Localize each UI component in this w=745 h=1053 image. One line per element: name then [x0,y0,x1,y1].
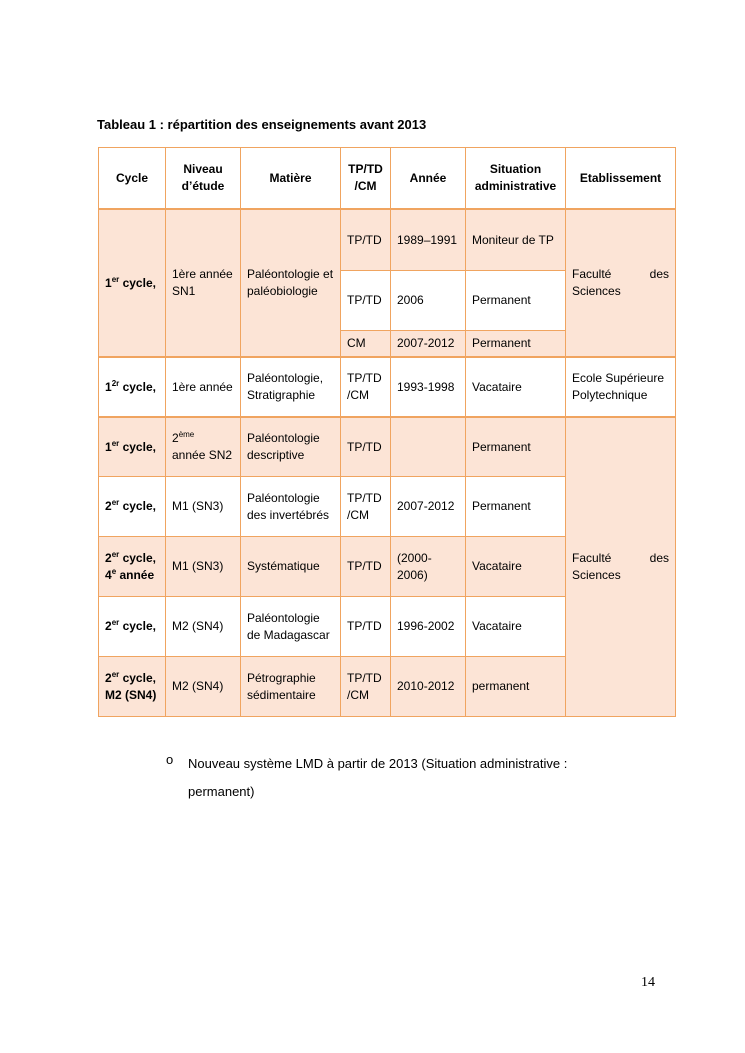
cell-cycle: 2er cycle, 4e année [99,537,166,597]
cell-cycle: 2er cycle, [99,477,166,537]
cell-tptd: TP/TD [341,209,391,271]
table-row [99,209,676,271]
cell-matiere: Paléontologie et paléobiologie [241,209,341,357]
cell-tptd: TP/TD [341,417,391,477]
cell-cycle: 2er cycle, M2 (SN4) [99,657,166,717]
bullet-icon: o [166,752,174,767]
cell-annee: 2007-2012 [391,477,466,537]
cell-situation: Vacataire [466,357,566,417]
cell-situation: Vacataire [466,597,566,657]
page-number: 14 [641,975,655,990]
cell-niveau: 1ère année [166,357,241,417]
cell-annee: 2006 [391,271,466,331]
cell-etablissement: Faculté des Sciences [566,417,676,717]
header-niveau: Niveau d’étude [166,148,241,210]
cell-tptd: TP/TD /CM [341,357,391,417]
cell-situation: Moniteur de TP [466,209,566,271]
header-etablissement: Etablissement [566,148,676,210]
cell-matiere: Pétrographie sédimentaire [241,657,341,717]
table-row [99,357,676,417]
cell-situation: Permanent [466,477,566,537]
cell-situation: Permanent [466,331,566,358]
cell-annee: 1989–1991 [391,209,466,271]
cell-situation: Permanent [466,417,566,477]
cell-annee: 1993-1998 [391,357,466,417]
cell-matiere: Paléontologie, Stratigraphie [241,357,341,417]
cell-tptd: TP/TD /CM [341,657,391,717]
header-matiere: Matière [241,148,341,210]
cell-situation: permanent [466,657,566,717]
cell-etablissement: Ecole Supérieure Polytechnique [566,357,676,417]
cell-niveau: M1 (SN3) [166,477,241,537]
header-cycle: Cycle [99,148,166,210]
cell-tptd: TP/TD [341,537,391,597]
cell-tptd: CM [341,331,391,358]
cell-matiere: Paléontologie descriptive [241,417,341,477]
cell-annee: (2000-2006) [391,537,466,597]
cell-matiere: Paléontologie des invertébrés [241,477,341,537]
cell-annee: 2010-2012 [391,657,466,717]
header-tptd: TP/TD /CM [341,148,391,210]
header-annee: Année [391,148,466,210]
header-situation: Situation administrative [466,148,566,210]
cell-cycle: 1er cycle, [99,209,166,357]
table-header-row [99,148,676,210]
cell-matiere: Systématique [241,537,341,597]
bullet-paragraph: Nouveau système LMD à partir de 2013 (Situation administrative : permanent) [188,756,568,799]
table-row [99,417,676,477]
cell-niveau: 2ème année SN2 [166,417,241,477]
cell-cycle: 1er cycle, [99,417,166,477]
cell-etablissement: Faculté des Sciences [566,209,676,357]
table-caption: Tableau 1 : répartition des enseignements avant 2013 [97,117,427,132]
cell-tptd: TP/TD /CM [341,477,391,537]
teaching-table [98,147,676,717]
cell-cycle: $1^{2r}$ cycle, [99,357,166,417]
cell-cycle: 2er cycle, [99,597,166,657]
cell-annee [391,417,466,477]
cell-tptd: TP/TD [341,271,391,331]
cell-situation: Permanent [466,271,566,331]
cell-annee: 2007-2012 [391,331,466,358]
cell-niveau: M2 (SN4) [166,597,241,657]
cell-situation: Vacataire [466,537,566,597]
cell-matiere: Paléontologie de Madagascar [241,597,341,657]
cell-niveau: M1 (SN3) [166,537,241,597]
cell-niveau: M2 (SN4) [166,657,241,717]
cell-niveau: 1ère année SN1 [166,209,241,357]
cell-annee: 1996-2002 [391,597,466,657]
cell-tptd: TP/TD [341,597,391,657]
